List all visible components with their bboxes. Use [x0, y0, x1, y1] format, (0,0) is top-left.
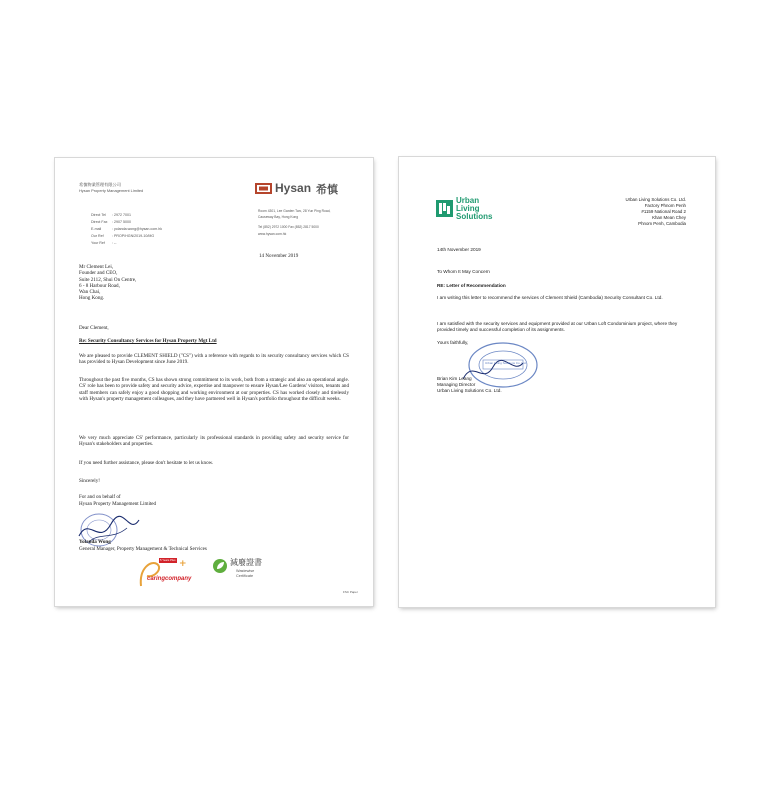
hysan-letter-page	[55, 158, 373, 606]
paragraph-4: If you need further assistance, please don't hesitate to let us know.	[79, 460, 214, 466]
uls-date: 14th November 2019	[437, 247, 481, 252]
uls-paragraph-1: I am writing this letter to recommend the services of Clement Shield (Cambodia) Security Consultant Co. Ltd.	[437, 295, 663, 300]
letter-subject: Re: Security Consultancy Services for Hysan Property Mgt Ltd	[79, 338, 217, 344]
uls-logo-line: Urban	[456, 196, 480, 205]
recipient-line: Founder and CEO,	[79, 270, 118, 277]
our-ref-label: Our Ref	[91, 234, 104, 238]
uls-address-line: Khan Mean Chey	[652, 215, 686, 221]
paragraph-2: Throughout the past five months, CS has shown strong commitment to its work, both from a strategic and also an operational angle. CS' role has been to provide safety and security advice, expertise and manpower to ensure Hysan/Lee Gardens' visitors, tenants and staff members can safely enjoy a good shopping and working environment at our properties. CS has worked closely and tirelessly with Hysan's property management colleagues, and they have partnered well in Hysan's portfolio throughout the difficult weeks.	[79, 377, 349, 402]
address-line-1: Room 4301, Lee Garden Two, 28 Yun Ping Road,	[258, 209, 331, 213]
footer-code: FSC Paper	[343, 590, 358, 594]
letter-date: 14 November 2019	[259, 253, 299, 259]
uls-letter-page	[399, 157, 715, 607]
uls-greeting: To Whom It May Concern	[437, 269, 490, 274]
email: : yolanda.wong@hysan.com.hk	[112, 227, 162, 231]
email-label: E-mail	[91, 227, 102, 231]
uls-logo-icon	[436, 200, 453, 217]
wastewise-certificate: Certificate	[236, 574, 254, 578]
paragraph-1: We are pleased to provide CLEMENT SHIELD ("CS") with a reference with regards to its security consultancy services which CS has provided to Hysan Development since June 2019.	[79, 353, 349, 366]
direct-fax: : 2907 5000	[112, 220, 131, 224]
behalf-line-1: For and on behalf of	[79, 494, 121, 500]
wastewise-badge	[212, 556, 272, 588]
uls-address	[625, 197, 686, 227]
direct-tel: : 2972 7001	[112, 213, 131, 217]
our-ref: : PROP/HGN/2019-10/MG	[112, 234, 155, 238]
wastewise-en: Wastewise	[236, 569, 255, 573]
direct-fax-label: Direct Fax	[91, 220, 108, 224]
address-line-2: Causeway Bay, Hong Kong	[258, 215, 299, 219]
company-name-en: Hysan Property Management Limited	[79, 188, 144, 193]
uls-logo-line: Solutions	[456, 212, 493, 222]
recipient-line: Wan Chai,	[79, 289, 101, 296]
closing: Sincerely!	[79, 478, 100, 484]
uls-address-line: #1159 National Road 2	[641, 209, 686, 215]
uls-logo-text	[456, 197, 492, 222]
uls-address-line: Urban Living Solutions Co. Ltd.	[625, 197, 686, 202]
company-name-cn: 希慎物業管理有限公司	[79, 182, 121, 187]
recipient-line: Suite 2112, Shui On Centre,	[79, 276, 137, 283]
recipient-line: 6 - 8 Harbour Road,	[79, 282, 120, 289]
wastewise-leaf-icon	[212, 558, 228, 574]
hysan-logo-cn: 希慎	[316, 183, 338, 196]
website: www.hysan.com.hk	[258, 232, 287, 236]
uls-closing: Yours faithfully,	[437, 340, 469, 345]
caring-company-text: caringcompany	[147, 576, 192, 582]
svg-text:+: +	[179, 559, 187, 569]
recipient-line: Hong Kong.	[79, 295, 105, 302]
uls-logo-line: Living	[456, 204, 480, 214]
caring-company-top: 5 Years Plus	[160, 558, 176, 562]
signer-name: Yolanda Wong	[79, 539, 111, 545]
your-ref: : --	[112, 241, 117, 245]
uls-stamp-text: Urban Living Solutions Co. Ltd.	[485, 361, 527, 365]
phone-line: Tel (852) 2972 1000 Fax (852) 2817 5000	[258, 225, 319, 229]
recipient-line: Mr Clement Lei,	[79, 264, 114, 270]
wastewise-cn: 減廢證書	[230, 558, 262, 567]
uls-subject: RE: Letter of Recommendation	[437, 283, 506, 288]
paragraph-3: We very much appreciate CS' performance, particularly its professional standards in providing safety and security service for Hysan's stakeholders and properties.	[79, 435, 349, 448]
signer-title: General Manager, Property Management & Technical Services	[79, 546, 207, 552]
direct-tel-label: Direct Tel	[91, 213, 106, 217]
uls-paragraph-2: I am satisfied with the security services and equipment provided at our Urban Loft Condominium project, where they provided timely and successful completion of its assignments.	[437, 321, 678, 333]
uls-address-line: Phnom Penh, Cambodia	[638, 221, 686, 227]
uls-signer-title: Managing Director	[437, 382, 476, 387]
uls-signer-company: Urban Living Solutions Co. Ltd.	[437, 388, 502, 393]
caring-company-badge	[135, 556, 191, 590]
behalf-line-2: Hysan Property Management Limited	[79, 501, 157, 507]
hysan-logo-mark-icon	[255, 183, 272, 194]
your-ref-label: Your Ref	[91, 241, 105, 245]
hysan-logo	[255, 182, 365, 196]
recipient-address	[79, 264, 136, 302]
uls-address-line: Factory Phnom Penh	[644, 203, 686, 209]
salutation: Dear Clement,	[79, 325, 109, 331]
uls-signer-name: Brian Kim Leang	[437, 376, 472, 381]
hysan-logo-text: Hysan	[275, 181, 312, 195]
